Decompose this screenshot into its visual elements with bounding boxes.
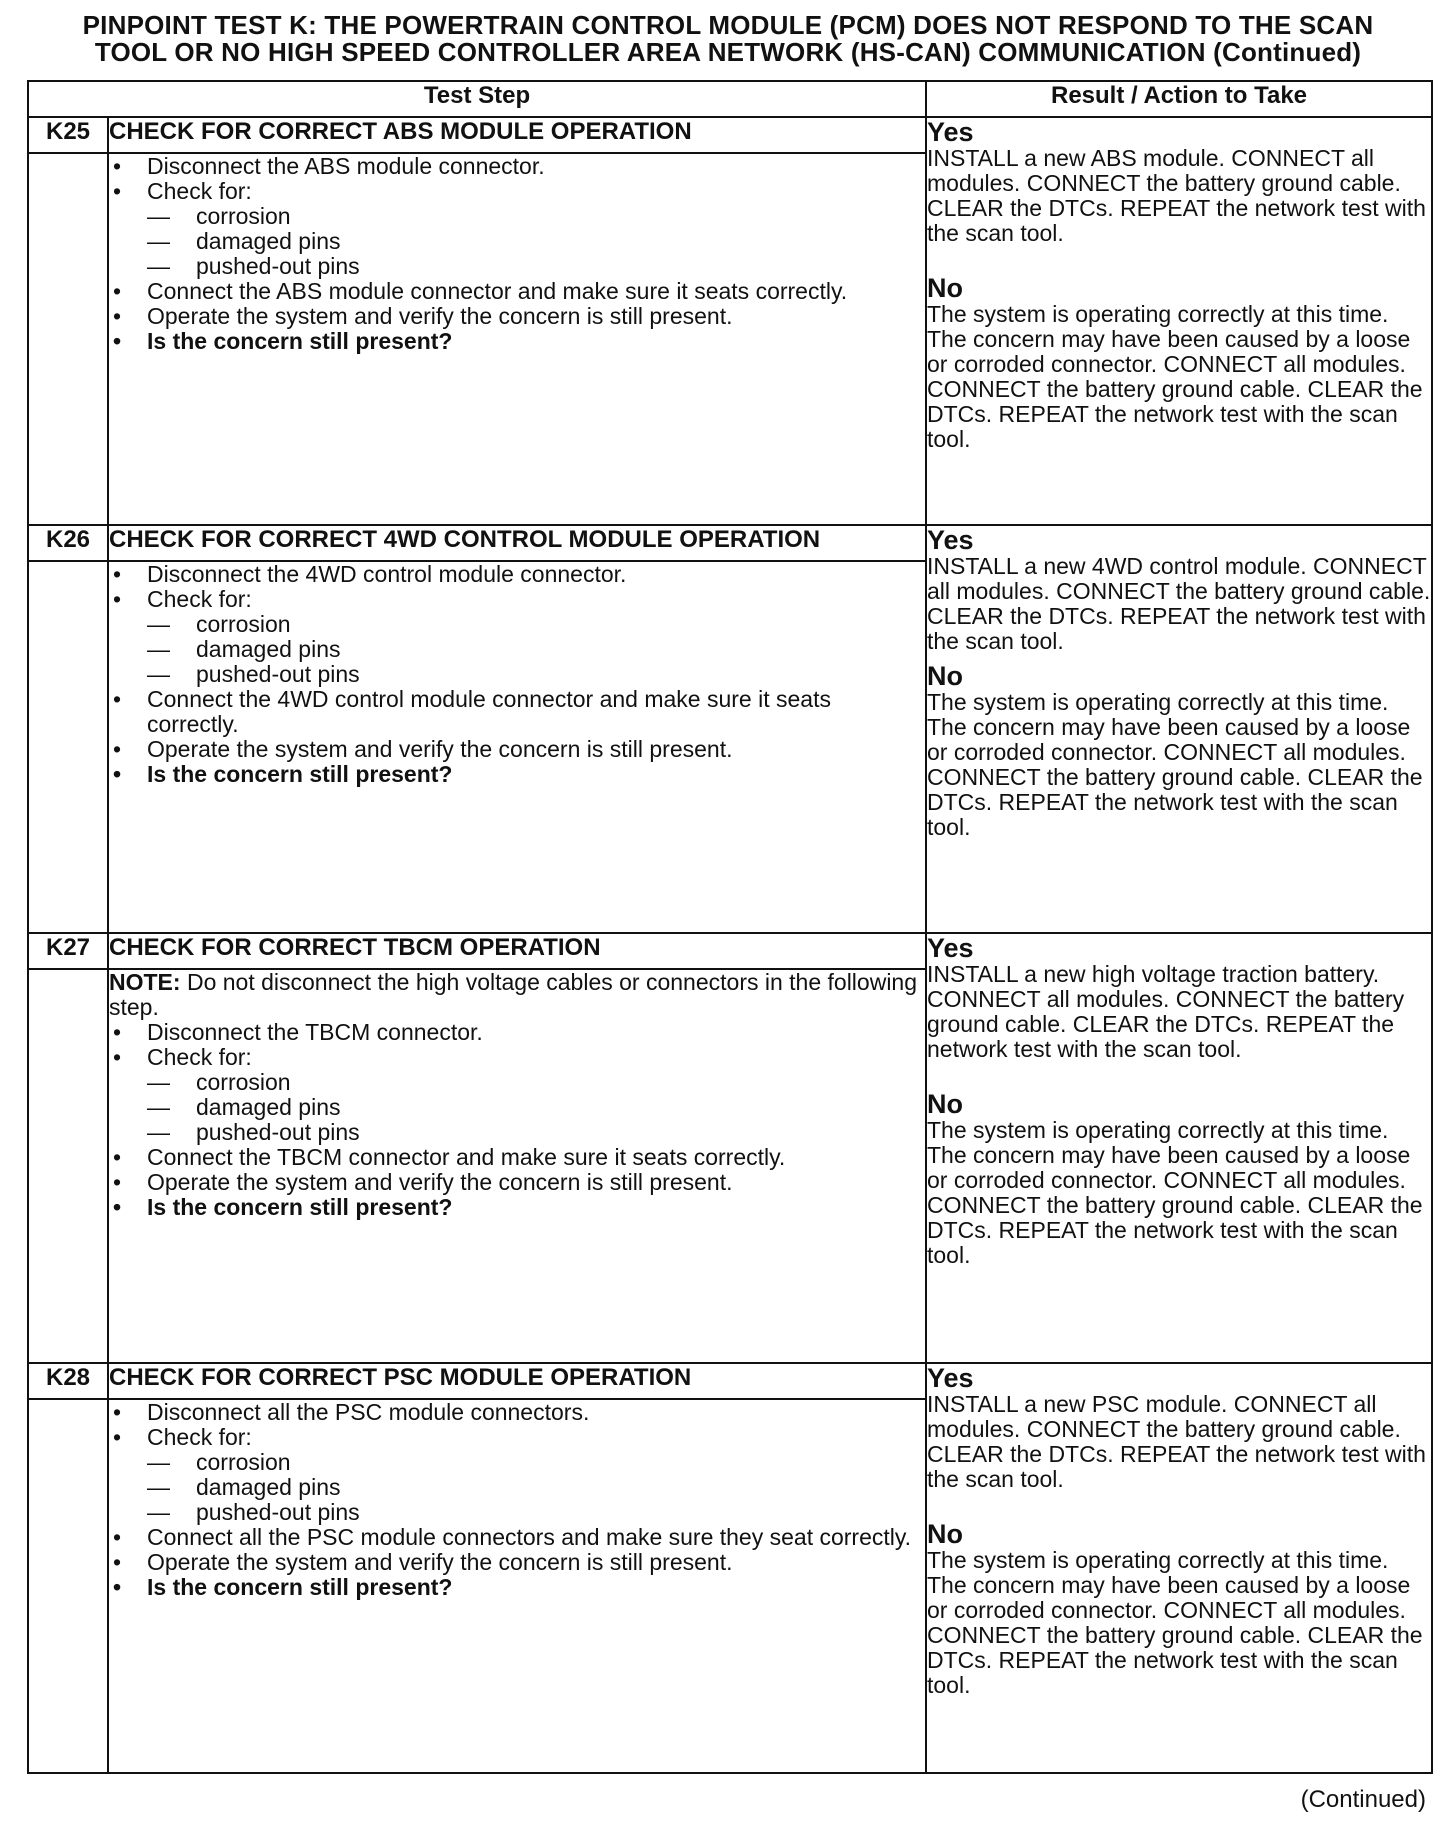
check-item: — pushed-out pins (147, 254, 925, 279)
test-step-header: Test Step (28, 81, 926, 117)
yes-action: INSTALL a new ABS module. CONNECT all modules. CONNECT the battery ground cable. CLEAR the DTCs. REPEAT the network test with the scan tool. (927, 145, 1426, 246)
header-row (28, 81, 1432, 117)
page-title (0, 12, 1456, 66)
step-heading: CHECK FOR CORRECT TBCM OPERATION (108, 933, 926, 969)
check-item: — pushed-out pins (147, 662, 925, 687)
step-k28-heading-row (28, 1363, 1432, 1399)
check-item: — corrosion (147, 1070, 925, 1095)
yes-action: INSTALL a new high voltage traction battery. CONNECT all modules. CONNECT the battery ground cable. CLEAR the DTCs. REPEAT the network test with the scan tool. (927, 961, 1405, 1062)
step-result (926, 1363, 1432, 1773)
step-bullet: • Check for: — corrosion — damaged pins — pushed-out pins (109, 1425, 925, 1525)
no-action: The system is operating correctly at this time. The concern may have been caused by a loose or corroded connector. CONNECT all modules. CONNECT the battery ground cable. CLEAR the DTCs. REPEAT the network test with the scan tool. (927, 1117, 1423, 1268)
step-heading: CHECK FOR CORRECT ABS MODULE OPERATION (108, 117, 926, 153)
result-header: Result / Action to Take (926, 81, 1432, 117)
no-action: The system is operating correctly at this time. The concern may have been caused by a loose or corroded connector. CONNECT all modules. CONNECT the battery ground cable. CLEAR the DTCs. REPEAT the network test with the scan tool. (927, 1547, 1423, 1698)
step-id: K26 (28, 525, 108, 561)
step-question: • Is the concern still present? (109, 762, 925, 787)
step-k26-heading-row (28, 525, 1432, 561)
no-label: No (927, 273, 963, 303)
yes-label: Yes (927, 525, 974, 555)
step-bullet: • Check for: — corrosion — damaged pins — pushed-out pins (109, 587, 925, 687)
step-id: K28 (28, 1363, 108, 1399)
step-question: • Is the concern still present? (109, 329, 925, 354)
step-question: • Is the concern still present? (109, 1195, 925, 1220)
step-id: K25 (28, 117, 108, 153)
step-bullet: • Connect the TBCM connector and make sure it seats correctly. (109, 1145, 925, 1170)
yes-action: INSTALL a new PSC module. CONNECT all modules. CONNECT the battery ground cable. CLEAR the DTCs. REPEAT the network test with the scan tool. (927, 1391, 1426, 1492)
step-bullet: • Check for: — corrosion — damaged pins — pushed-out pins (109, 179, 925, 279)
continued-label: (Continued) (1300, 1786, 1426, 1813)
yes-label: Yes (927, 117, 974, 147)
step-result (926, 117, 1432, 525)
step-bullet: • Disconnect the TBCM connector. (109, 1020, 925, 1045)
title-line-2: TOOL OR NO HIGH SPEED CONTROLLER AREA NETWORK (HS-CAN) COMMUNICATION (Continued) (94, 37, 1362, 67)
step-result (926, 525, 1432, 933)
title-line-1: PINPOINT TEST K: THE POWERTRAIN CONTROL MODULE (PCM) DOES NOT RESPOND TO THE SCAN (82, 10, 1374, 40)
step-bullet: • Connect all the PSC module connectors and make sure they seat correctly. (109, 1525, 925, 1550)
step-body (108, 561, 926, 933)
check-item: — damaged pins (147, 229, 925, 254)
pinpoint-test-table (27, 80, 1433, 1774)
step-result (926, 933, 1432, 1363)
step-heading: CHECK FOR CORRECT 4WD CONTROL MODULE OPERATION (108, 525, 926, 561)
step-body (108, 153, 926, 525)
check-item: — damaged pins (147, 637, 925, 662)
check-item: — pushed-out pins (147, 1120, 925, 1145)
step-id: K27 (28, 933, 108, 969)
step-bullet: • Operate the system and verify the concern is still present. (109, 737, 925, 762)
check-item: — damaged pins (147, 1475, 925, 1500)
no-label: No (927, 661, 963, 691)
step-bullet: • Disconnect all the PSC module connectors. (109, 1400, 925, 1425)
step-bullet: • Operate the system and verify the concern is still present. (109, 1550, 925, 1575)
step-question: • Is the concern still present? (109, 1575, 925, 1600)
check-item: — damaged pins (147, 1095, 925, 1120)
yes-action: INSTALL a new 4WD control module. CONNECT all modules. CONNECT the battery ground cable. CLEAR the DTCs. REPEAT the network test with the scan tool. (927, 553, 1431, 654)
step-body (108, 969, 926, 1363)
check-item: — corrosion (147, 1450, 925, 1475)
no-action: The system is operating correctly at this time. The concern may have been caused by a loose or corroded connector. CONNECT all modules. CONNECT the battery ground cable. CLEAR the DTCs. REPEAT the network test with the scan tool. (927, 301, 1423, 452)
step-bullet: • Connect the 4WD control module connector and make sure it seats correctly. (109, 687, 925, 737)
step-heading: CHECK FOR CORRECT PSC MODULE OPERATION (108, 1363, 926, 1399)
step-bullet: • Disconnect the ABS module connector. (109, 154, 925, 179)
step-k25-heading-row (28, 117, 1432, 153)
step-body (108, 1399, 926, 1773)
check-item: — corrosion (147, 204, 925, 229)
yes-label: Yes (927, 933, 974, 963)
step-k27-heading-row (28, 933, 1432, 969)
step-bullet: • Operate the system and verify the concern is still present. (109, 304, 925, 329)
step-bullet: • Disconnect the 4WD control module connector. (109, 562, 925, 587)
yes-label: Yes (927, 1363, 974, 1393)
no-label: No (927, 1519, 963, 1549)
step-bullet: • Connect the ABS module connector and make sure it seats correctly. (109, 279, 925, 304)
step-bullet: • Operate the system and verify the concern is still present. (109, 1170, 925, 1195)
no-action: The system is operating correctly at this time. The concern may have been caused by a loose or corroded connector. CONNECT all modules. CONNECT the battery ground cable. CLEAR the DTCs. REPEAT the network test with the scan tool. (927, 689, 1423, 840)
check-item: — pushed-out pins (147, 1500, 925, 1525)
check-item: — corrosion (147, 612, 925, 637)
no-label: No (927, 1089, 963, 1119)
step-note: NOTE: Do not disconnect the high voltage cables or connectors in the following step. (109, 969, 918, 1020)
step-bullet: • Check for: — corrosion — damaged pins — pushed-out pins (109, 1045, 925, 1145)
